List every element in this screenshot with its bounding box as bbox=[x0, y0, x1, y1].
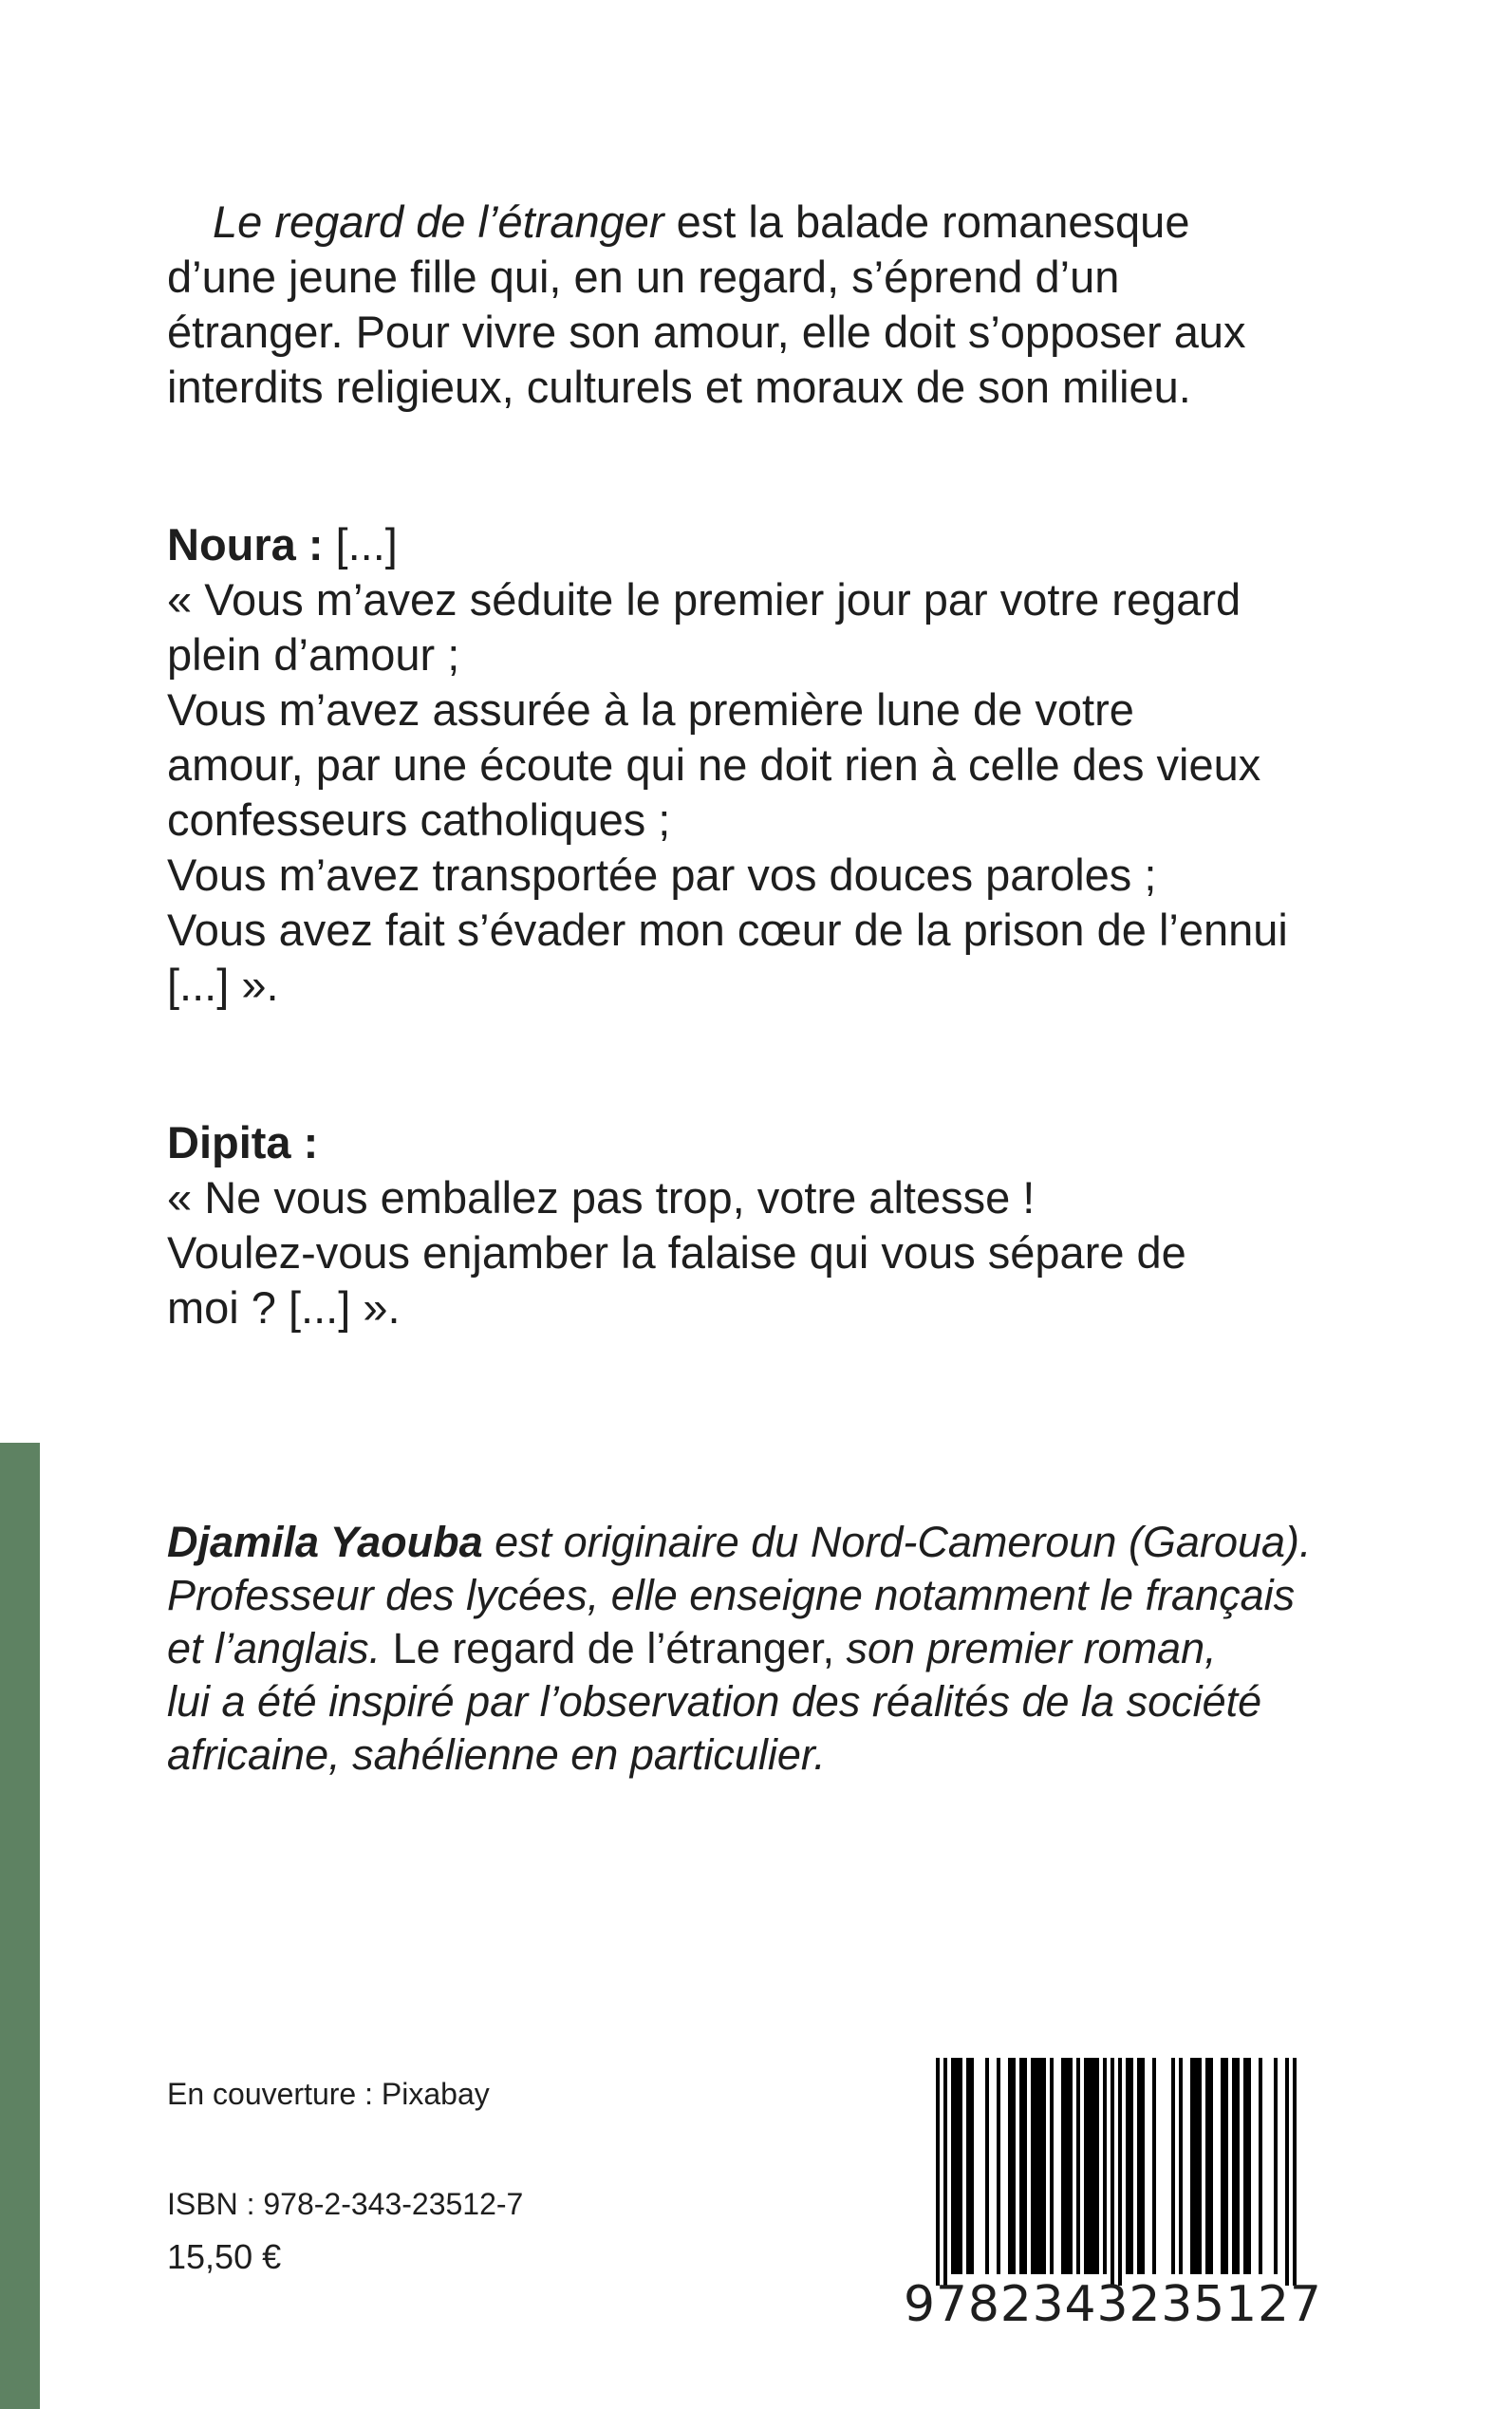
barcode-digit: 2 bbox=[999, 2276, 1032, 2333]
barcode-bar bbox=[1198, 2058, 1202, 2274]
barcode-bar bbox=[1095, 2058, 1099, 2274]
barcode-bar bbox=[1221, 2058, 1224, 2274]
barcode-bar bbox=[1194, 2058, 1198, 2274]
dipita-line-2: Voulez-vous enjamber la falaise qui vous sépare de bbox=[167, 1227, 1186, 1278]
dipita-speaker: Dipita : bbox=[167, 1117, 319, 1167]
barcode-digit: 3 bbox=[1096, 2276, 1129, 2333]
barcode bbox=[904, 2058, 1321, 2352]
barcode-bar bbox=[1152, 2058, 1156, 2274]
barcode-bar bbox=[1129, 2058, 1133, 2274]
synopsis bbox=[167, 195, 1327, 415]
price: 15,50 € bbox=[167, 2237, 282, 2276]
bio-line-2: Professeur des lycées, elle enseigne notamment le français bbox=[167, 1571, 1296, 1619]
barcode-bar bbox=[1069, 2058, 1073, 2274]
noura-line-3: Vous m’avez assurée à la première lune de votre bbox=[167, 684, 1134, 735]
barcode-bar bbox=[1179, 2058, 1183, 2274]
synopsis-line-3: étranger. Pour vivre son amour, elle doit s’opposer aux bbox=[167, 307, 1246, 357]
barcode-bar bbox=[1023, 2058, 1027, 2274]
noura-line-4: amour, par une écoute qui ne doit rien à celle des vieux bbox=[167, 739, 1261, 790]
barcode-digits bbox=[904, 2276, 1321, 2333]
barcode-digit: 5 bbox=[1193, 2276, 1225, 2333]
barcode-bar bbox=[959, 2058, 962, 2274]
barcode-bar bbox=[1236, 2058, 1240, 2274]
author-bio bbox=[167, 1516, 1327, 1782]
author-name: Djamila Yaouba bbox=[167, 1518, 483, 1566]
barcode-bar bbox=[1205, 2058, 1209, 2274]
barcode-bar bbox=[936, 2058, 940, 2286]
spine-color-strip bbox=[0, 1443, 40, 2409]
barcode-bar bbox=[1012, 2058, 1016, 2274]
barcode-bar bbox=[1247, 2058, 1251, 2274]
barcode-bar bbox=[997, 2058, 1000, 2274]
book-title-italic: Le regard de l’étranger bbox=[213, 196, 664, 247]
barcode-bar bbox=[955, 2058, 959, 2274]
barcode-bar bbox=[1259, 2058, 1262, 2274]
barcode-bar bbox=[1019, 2058, 1023, 2274]
barcode-bar bbox=[1008, 2058, 1012, 2274]
noura-speaker: Noura : bbox=[167, 519, 324, 570]
barcode-bar bbox=[1274, 2058, 1278, 2274]
barcode-bar bbox=[1118, 2058, 1122, 2286]
barcode-digit: 2 bbox=[1257, 2276, 1290, 2333]
barcode-bar bbox=[1224, 2058, 1228, 2274]
barcode-digit: 8 bbox=[967, 2276, 999, 2333]
noura-quote bbox=[167, 517, 1327, 1013]
barcode-bar bbox=[1111, 2058, 1114, 2286]
barcode-digit: 7 bbox=[935, 2276, 967, 2333]
barcode-bar bbox=[1031, 2058, 1035, 2274]
synopsis-line-2: d’une jeune fille qui, en un regard, s’éprend d’un bbox=[167, 252, 1120, 302]
barcode-bars bbox=[904, 2058, 1321, 2286]
noura-speaker-line: Noura : [...] bbox=[167, 519, 398, 570]
barcode-digit: 7 bbox=[1289, 2276, 1321, 2333]
barcode-bar bbox=[943, 2058, 947, 2286]
barcode-bar bbox=[1061, 2058, 1065, 2274]
barcode-bar bbox=[1293, 2058, 1297, 2286]
dipita-line-3: moi ? [...] ». bbox=[167, 1282, 401, 1333]
barcode-bar bbox=[1209, 2058, 1213, 2274]
bio-line-3: et l’anglais. Le regard de l’étranger, son premier roman, bbox=[167, 1624, 1217, 1672]
barcode-digit: 2 bbox=[1129, 2276, 1161, 2333]
barcode-bar bbox=[1092, 2058, 1095, 2274]
noura-line-2: plein d’amour ; bbox=[167, 629, 460, 680]
bio-line-1: Djamila Yaouba est originaire du Nord-Cameroun (Garoua). bbox=[167, 1518, 1312, 1566]
isbn: ISBN : 978-2-343-23512-7 bbox=[167, 2187, 524, 2221]
noura-line-1: « Vous m’avez séduite le premier jour par votre regard bbox=[167, 574, 1241, 625]
barcode-bar bbox=[1126, 2058, 1129, 2274]
barcode-bar bbox=[1171, 2058, 1175, 2274]
barcode-bar bbox=[1084, 2058, 1088, 2274]
barcode-bar bbox=[1065, 2058, 1069, 2274]
barcode-bar bbox=[1042, 2058, 1046, 2274]
barcode-bar bbox=[951, 2058, 955, 2274]
barcode-bar bbox=[1035, 2058, 1038, 2274]
barcode-bar bbox=[1038, 2058, 1042, 2274]
barcode-bar bbox=[1137, 2058, 1141, 2274]
barcode-bar bbox=[985, 2058, 989, 2274]
barcode-digit: 1 bbox=[1225, 2276, 1258, 2333]
synopsis-line-1: Le regard de l’étranger est la balade romanesque bbox=[213, 196, 1190, 247]
synopsis-line-4: interdits religieux, culturels et moraux de son milieu. bbox=[167, 362, 1191, 412]
back-cover-text bbox=[167, 195, 1327, 1782]
noura-line-5: confesseurs catholiques ; bbox=[167, 794, 671, 845]
noura-line-6: Vous m’avez transportée par vos douces paroles ; bbox=[167, 850, 1157, 900]
barcode-bar bbox=[970, 2058, 974, 2274]
book-title-upright: Le regard de l’étranger, bbox=[381, 1624, 834, 1672]
cover-credit: En couverture : Pixabay bbox=[167, 2077, 490, 2111]
bio-line-4: lui a été inspiré par l’observation des réalités de la société bbox=[167, 1677, 1262, 1726]
dipita-line-1: « Ne vous emballez pas trop, votre altesse ! bbox=[167, 1172, 1036, 1223]
barcode-bar bbox=[1190, 2058, 1194, 2274]
barcode-bar bbox=[1076, 2058, 1080, 2274]
barcode-bar bbox=[1103, 2058, 1107, 2274]
dipita-speaker-line bbox=[167, 1115, 1327, 1170]
barcode-digit: 3 bbox=[1161, 2276, 1193, 2333]
barcode-bar bbox=[966, 2058, 970, 2274]
dipita-quote bbox=[167, 1115, 1327, 1335]
barcode-bar bbox=[1285, 2058, 1289, 2286]
noura-line-8: [...] ». bbox=[167, 960, 279, 1010]
barcode-bar bbox=[1232, 2058, 1236, 2274]
barcode-bar bbox=[1243, 2058, 1247, 2274]
barcode-digit: 4 bbox=[1064, 2276, 1096, 2333]
barcode-bar bbox=[1088, 2058, 1092, 2274]
bio-line-5: africaine, sahélienne en particulier. bbox=[167, 1730, 826, 1779]
barcode-digit: 9 bbox=[904, 2276, 936, 2333]
barcode-bar bbox=[1141, 2058, 1145, 2274]
barcode-bar bbox=[1050, 2058, 1054, 2274]
barcode-digit: 3 bbox=[1032, 2276, 1064, 2333]
noura-line-7: Vous avez fait s’évader mon cœur de la prison de l’ennui bbox=[167, 905, 1288, 955]
